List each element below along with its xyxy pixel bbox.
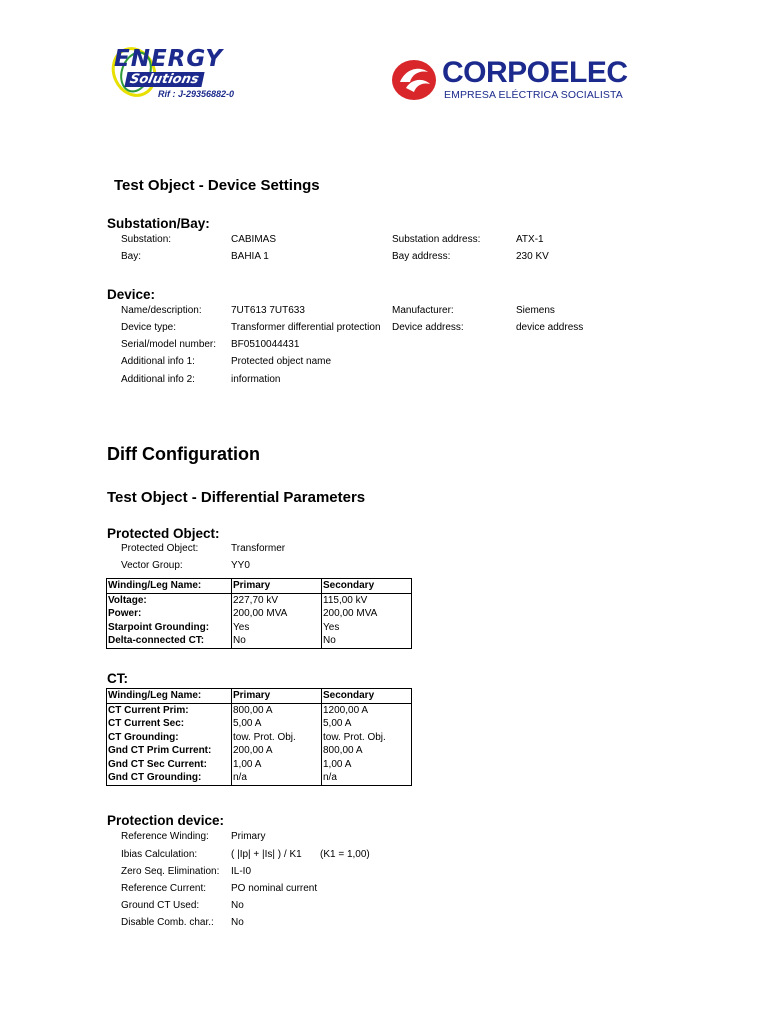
additional-info-2-value: information	[231, 374, 281, 385]
reference-current-label: Reference Current:	[121, 883, 207, 894]
vector-group-label: Vector Group:	[121, 560, 183, 571]
table-cell: No	[232, 634, 322, 648]
substation-value: CABIMAS	[231, 234, 277, 245]
protected-object-heading: Protected Object:	[107, 526, 220, 541]
table-row-label: Gnd CT Prim Current:	[107, 744, 232, 758]
table-row-label: Delta-connected CT:	[107, 634, 232, 648]
table-header-cell: Secondary	[322, 579, 412, 594]
table-header-cell: Winding/Leg Name:	[107, 579, 232, 594]
device-address-value: device address	[516, 322, 584, 333]
bay-label: Bay:	[121, 251, 142, 262]
table-header-cell: Secondary	[322, 689, 412, 704]
bay-address-label: Bay address:	[392, 251, 451, 262]
vector-group-value: YY0	[231, 560, 250, 571]
table-cell: tow. Prot. Obj.	[232, 731, 322, 745]
ibias-calculation-value: ( |Ip| + |Is| ) / K1	[231, 849, 302, 860]
ibias-k1-value: (K1 = 1,00)	[320, 849, 370, 860]
table-row-label: Power:	[107, 607, 232, 621]
reference-winding-value: Primary	[231, 831, 266, 842]
protected-object-table	[106, 578, 412, 649]
energy-logo-word: ENERGY	[114, 46, 223, 72]
table-row-label: Gnd CT Grounding:	[107, 771, 232, 785]
ground-ct-used-value: No	[231, 900, 244, 911]
reference-winding-label: Reference Winding:	[121, 831, 209, 842]
table-cell: 5,00 A	[322, 717, 412, 731]
serial-number-label: Serial/model number:	[121, 339, 217, 350]
device-type-label: Device type:	[121, 322, 177, 333]
table-cell: 200,00 MVA	[322, 607, 412, 621]
device-name-label: Name/description:	[121, 305, 202, 316]
table-cell: No	[322, 634, 412, 648]
table-cell: 800,00 A	[322, 744, 412, 758]
table-row-label: Voltage:	[107, 593, 232, 607]
diff-configuration-title: Diff Configuration	[107, 444, 260, 464]
ct-heading: CT:	[107, 671, 128, 686]
table-row	[107, 717, 412, 731]
table-header-cell: Primary	[232, 689, 322, 704]
table-row-label: CT Current Sec:	[107, 717, 232, 731]
corpoelec-logo-subtitle: EMPRESA ELÉCTRICA SOCIALISTA	[444, 89, 623, 101]
table-cell: 800,00 A	[232, 703, 322, 717]
table-row	[107, 771, 412, 785]
zero-seq-elimination-value: IL-I0	[231, 866, 252, 877]
table-cell: Yes	[322, 621, 412, 635]
table-header-row	[107, 579, 412, 594]
corpoelec-logo-name: CORPOELEC	[442, 56, 628, 89]
table-row	[107, 731, 412, 745]
energy-logo-rif: Rif : J-29356882-0	[158, 89, 235, 99]
table-cell: 1200,00 A	[322, 703, 412, 717]
table-row	[107, 744, 412, 758]
manufacturer-value: Siemens	[516, 305, 555, 316]
bay-value: BAHIA 1	[231, 251, 269, 262]
table-cell: 1,00 A	[232, 758, 322, 772]
table-cell: tow. Prot. Obj.	[322, 731, 412, 745]
substation-address-value: ATX-1	[516, 234, 544, 245]
table-cell: n/a	[322, 771, 412, 785]
table-cell: 227,70 kV	[232, 593, 322, 607]
table-row-label: Gnd CT Sec Current:	[107, 758, 232, 772]
additional-info-1-label: Additional info 1:	[121, 356, 195, 367]
table-row	[107, 703, 412, 717]
table-row	[107, 621, 412, 635]
energy-solutions-logo	[108, 40, 258, 102]
disable-comb-char-label: Disable Comb. char.:	[121, 917, 214, 928]
table-header-cell: Winding/Leg Name:	[107, 689, 232, 704]
reference-current-value: PO nominal current	[231, 883, 318, 894]
table-cell: 200,00 MVA	[232, 607, 322, 621]
device-settings-title: Test Object - Device Settings	[114, 177, 320, 194]
table-cell: 1,00 A	[322, 758, 412, 772]
substation-address-label: Substation address:	[392, 234, 481, 245]
table-cell: Yes	[232, 621, 322, 635]
protection-device-heading: Protection device:	[107, 813, 225, 828]
protected-object-value: Transformer	[231, 543, 286, 554]
table-header-cell: Primary	[232, 579, 322, 594]
table-row-label: CT Current Prim:	[107, 703, 232, 717]
substation-heading: Substation/Bay:	[107, 216, 210, 231]
ibias-calculation-label: Ibias Calculation:	[121, 849, 198, 860]
disable-comb-char-value: No	[231, 917, 244, 928]
manufacturer-label: Manufacturer:	[392, 305, 454, 316]
ct-table	[106, 688, 412, 786]
corpoelec-logo	[390, 56, 630, 106]
table-cell: n/a	[232, 771, 322, 785]
table-cell: 115,00 kV	[322, 593, 412, 607]
table-cell: 5,00 A	[232, 717, 322, 731]
protected-object-label: Protected Object:	[121, 543, 199, 554]
device-name-value: 7UT613 7UT633	[231, 305, 305, 316]
additional-info-1-value: Protected object name	[231, 356, 332, 367]
ground-ct-used-label: Ground CT Used:	[121, 900, 200, 911]
table-row-label: CT Grounding:	[107, 731, 232, 745]
additional-info-2-label: Additional info 2:	[121, 374, 195, 385]
device-type-value: Transformer differential protection	[231, 322, 381, 333]
device-address-label: Device address:	[392, 322, 464, 333]
energy-logo-solutions: Solutions	[124, 72, 204, 87]
zero-seq-elimination-label: Zero Seq. Elimination:	[121, 866, 220, 877]
table-row	[107, 634, 412, 648]
table-row	[107, 607, 412, 621]
serial-number-value: BF0510044431	[231, 339, 300, 350]
diff-params-title: Test Object - Differential Parameters	[107, 489, 366, 506]
substation-label: Substation:	[121, 234, 172, 245]
table-row	[107, 593, 412, 607]
table-cell: 200,00 A	[232, 744, 322, 758]
corpoelec-emblem-icon	[390, 58, 438, 102]
table-row	[107, 758, 412, 772]
table-row-label: Starpoint Grounding:	[107, 621, 232, 635]
device-heading: Device:	[107, 287, 156, 302]
bay-address-value: 230 KV	[516, 251, 549, 262]
table-header-row	[107, 689, 412, 704]
